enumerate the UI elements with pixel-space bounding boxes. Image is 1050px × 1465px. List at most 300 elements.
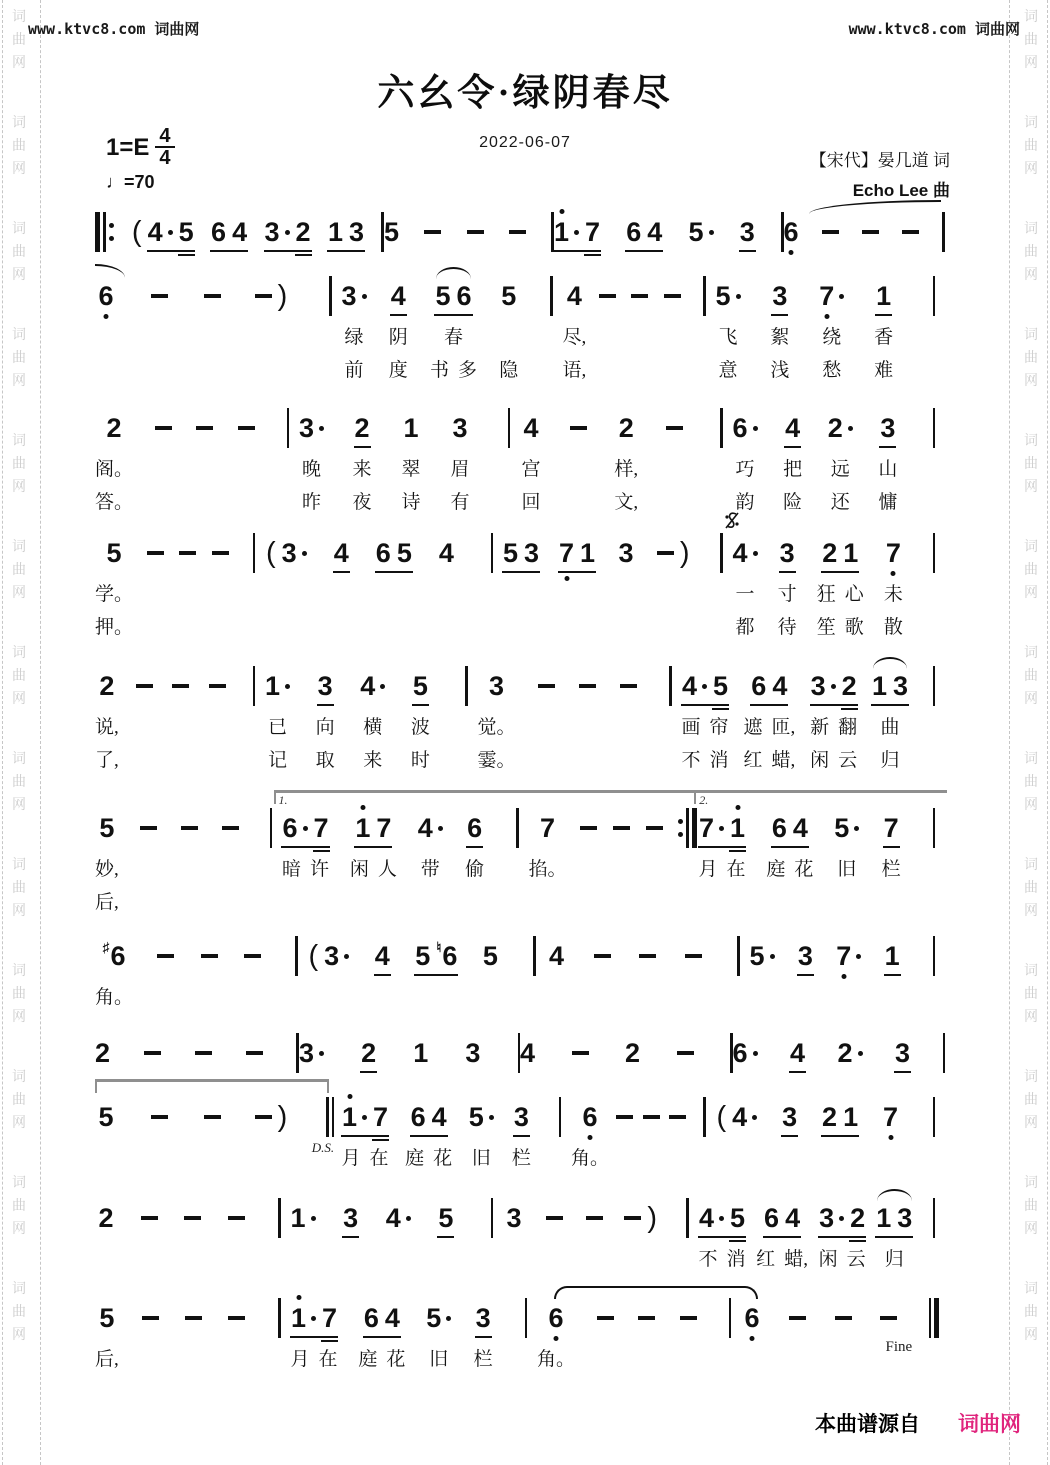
- note: [811, 671, 836, 701]
- note-digit: 2: [354, 413, 370, 443]
- score-unit: [95, 1295, 119, 1374]
- note-group: [782, 1102, 797, 1132]
- score-unit: [895, 1030, 910, 1076]
- score-unit: [657, 530, 691, 642]
- score-unit: [682, 933, 704, 1012]
- note-slot: [291, 1295, 337, 1341]
- note-slot: [204, 1094, 221, 1140]
- sustain-dash: [669, 1115, 686, 1119]
- note-digit: 6: [211, 217, 227, 247]
- note-digit: 1: [843, 538, 859, 568]
- note: [469, 1102, 494, 1132]
- watermark-char: 曲: [1024, 775, 1038, 790]
- watermark-char: 曲: [1024, 669, 1038, 684]
- repeat-dots: [109, 223, 114, 241]
- note-slot: [476, 1295, 491, 1341]
- note-slot: [785, 405, 800, 451]
- score-element: [278, 1198, 281, 1238]
- lyric-cell: [710, 576, 732, 609]
- b-barline: [491, 1195, 494, 1241]
- beam-line: [875, 1236, 913, 1239]
- note-group: [811, 671, 857, 701]
- duration-dot: [753, 551, 758, 556]
- lyric-cell: 意: [718, 360, 738, 381]
- score-unit: [195, 1030, 212, 1076]
- lyric-cell: [711, 884, 733, 917]
- lyricist-credit: 【宋代】晏几道 词: [809, 151, 950, 170]
- watermark-char: 曲: [12, 245, 26, 260]
- note: [99, 671, 114, 701]
- lyric-cell: [153, 484, 175, 517]
- b-barline: [943, 1030, 946, 1076]
- watermark-char: 曲: [1024, 563, 1038, 578]
- lyric-cell: [319, 319, 341, 352]
- lyric-cell: [140, 1341, 162, 1374]
- lyric-cell: [456, 742, 478, 775]
- lyric-cell: 了,: [95, 750, 119, 771]
- note-group: [99, 813, 114, 843]
- sustain-dash: [620, 684, 637, 688]
- note: [798, 941, 813, 971]
- lyric-cell: [282, 851, 329, 884]
- music-line: [95, 405, 945, 517]
- score-unit: [636, 1295, 658, 1374]
- octave-dot-below: [841, 974, 846, 979]
- watermark-char: 词: [12, 1070, 26, 1085]
- note-slot: [836, 933, 861, 979]
- note: [324, 941, 349, 971]
- note-slot: [599, 273, 616, 319]
- score-unit: [733, 405, 758, 517]
- lyric-cell: [614, 1140, 636, 1173]
- lyric-cell: [923, 1241, 945, 1274]
- note-slot: [699, 805, 745, 851]
- note-group: [291, 1203, 316, 1233]
- note-digit: 5: [715, 281, 731, 311]
- note-slot: [876, 273, 891, 319]
- note: [838, 1038, 863, 1068]
- score-unit: [467, 209, 484, 255]
- note: [282, 538, 307, 568]
- note-group: [102, 941, 125, 971]
- lyric-cell: [659, 742, 681, 775]
- note-group: [438, 1203, 453, 1233]
- score-unit: [361, 1030, 376, 1076]
- score-unit: [693, 273, 715, 385]
- note-group: [489, 671, 504, 701]
- octave-dot-above: [296, 1295, 301, 1300]
- note: [822, 1102, 837, 1132]
- note-slot: [570, 405, 587, 451]
- note: [716, 281, 741, 311]
- lyric-cell: 还: [830, 492, 850, 513]
- score-unit: [510, 1094, 532, 1173]
- open-paren: (: [131, 216, 142, 248]
- note: [265, 671, 290, 701]
- score-element: [703, 276, 706, 316]
- measure: [733, 405, 946, 517]
- score-element: [933, 808, 936, 848]
- note-slot: [509, 209, 526, 255]
- score-element: [669, 666, 672, 706]
- octave-dot-below: [104, 314, 109, 319]
- lyric-cell: 有: [450, 492, 470, 513]
- score-unit: [498, 273, 520, 385]
- lyric-cell: [629, 352, 651, 385]
- note: [438, 1203, 453, 1233]
- b-barline: [287, 405, 290, 451]
- beam-line: [290, 1336, 338, 1339]
- sustain-dash: [572, 1051, 589, 1055]
- note-slot: [933, 933, 936, 979]
- sustain-dash: [657, 551, 674, 555]
- note-digit: 1: [291, 1303, 306, 1333]
- note-slot: [729, 1295, 732, 1341]
- note-slot: [140, 805, 157, 851]
- note-group: [554, 217, 600, 247]
- beam-line: [818, 1236, 866, 1239]
- b-barline: [516, 805, 519, 851]
- note-digit: 6: [282, 813, 298, 843]
- watermark-char: 词: [12, 1176, 26, 1191]
- note: [880, 413, 895, 443]
- watermark-char: 词: [1024, 964, 1038, 979]
- note-slot: [828, 405, 853, 451]
- note-group: [435, 281, 471, 311]
- lyric-chars: [350, 854, 397, 881]
- lyric-cell: [640, 1140, 662, 1173]
- score-unit: [503, 1195, 525, 1274]
- note-slot: [772, 805, 808, 851]
- b-barline: [278, 1295, 281, 1341]
- watermark-char: 曲: [1024, 245, 1038, 260]
- note-group: [834, 813, 859, 843]
- note-slot: [798, 933, 813, 979]
- lyric-cell: 归: [884, 1249, 904, 1270]
- lyric-cell: 文,: [614, 492, 639, 513]
- lyric-cell: [260, 352, 282, 385]
- note-slot: [98, 1195, 113, 1241]
- note-digit: 2: [822, 538, 838, 568]
- watermark-char: 网: [12, 1222, 26, 1237]
- lyric-cell: 语,: [562, 360, 587, 381]
- duration-dot: [362, 1115, 367, 1120]
- lyric-cell: [610, 851, 632, 884]
- score-unit: [640, 1094, 662, 1173]
- note-digit: 6: [582, 1102, 597, 1132]
- note-slot: [733, 1030, 758, 1076]
- accidental: ♯: [102, 939, 110, 955]
- note: [386, 1203, 411, 1233]
- score-element: [326, 1097, 329, 1137]
- note-digit: 5: [396, 538, 412, 568]
- b-barline: [729, 1295, 732, 1341]
- note-slot: [483, 933, 498, 979]
- watermark-char: 词: [1024, 752, 1038, 767]
- watermark-char: 词: [12, 1282, 26, 1297]
- score-unit: [710, 530, 732, 642]
- lyric-cell: [260, 1140, 282, 1173]
- note-digit: 4: [232, 217, 248, 247]
- score-unit: [148, 1094, 170, 1173]
- watermark-char: 网: [12, 268, 26, 283]
- note-slot: [933, 663, 936, 709]
- duration-dot: [302, 551, 307, 556]
- watermark-char: 词: [1024, 222, 1038, 237]
- note-slot: [506, 1195, 521, 1241]
- note: [828, 413, 853, 443]
- note-group: [790, 1038, 805, 1068]
- watermark-char: 词: [1024, 540, 1038, 555]
- measure: [265, 530, 503, 642]
- lyric-char: 画: [681, 717, 701, 738]
- watermark-char: 网: [1024, 692, 1038, 707]
- note: [883, 1102, 898, 1132]
- note-group: [360, 671, 385, 701]
- note: [376, 538, 391, 568]
- note: [750, 941, 775, 971]
- key-label: 1=E: [106, 133, 150, 161]
- b-barline: [525, 1295, 528, 1341]
- lyric-chars: [699, 854, 746, 881]
- note-slot: [386, 1195, 411, 1241]
- score-unit: [882, 530, 904, 642]
- sustain-dash: [228, 1216, 245, 1220]
- score-unit: [387, 273, 409, 385]
- note-digit: 2: [295, 217, 311, 247]
- note-digit: 5: [99, 1303, 115, 1333]
- note-group: [439, 538, 454, 568]
- lyric-cell: [317, 979, 339, 1012]
- score-unit: [415, 933, 457, 1012]
- lyric-cell: [210, 609, 232, 642]
- lyric-char: 遮: [743, 717, 763, 738]
- watermark-char: 网: [1024, 1010, 1038, 1025]
- note-slot: [334, 530, 349, 576]
- note-digit: 7: [886, 538, 901, 568]
- note-group: [784, 217, 799, 247]
- lyric-cell: [481, 1241, 503, 1274]
- lyric-cell: 诗: [401, 492, 421, 513]
- octave-dot-above: [559, 209, 564, 214]
- sustain-dash: [185, 1316, 202, 1320]
- note: [342, 1102, 367, 1132]
- note: [626, 217, 641, 247]
- lyric-char: 花: [794, 859, 814, 880]
- lyric-cell: [95, 1241, 117, 1274]
- score-unit: [626, 209, 662, 255]
- note: [426, 1303, 451, 1333]
- note-digit: 7: [559, 538, 574, 568]
- note-group: [364, 1303, 400, 1333]
- measure: [478, 663, 682, 775]
- watermark-char: 曲: [12, 881, 26, 896]
- note-slot: [435, 273, 471, 319]
- score-unit: [597, 273, 619, 385]
- duration-dot: [848, 426, 853, 431]
- lyric-cell: 带: [420, 859, 440, 880]
- score-unit: [880, 805, 902, 917]
- note-slot: [299, 1030, 324, 1076]
- lyric-cell: [659, 709, 681, 742]
- note-digit: 5: [178, 217, 194, 247]
- sustain-dash: [643, 1115, 660, 1119]
- note-digit: 7: [322, 1303, 338, 1333]
- note-slot: [685, 933, 702, 979]
- note-digit: 4: [147, 217, 163, 247]
- note-digit: 1: [554, 217, 569, 247]
- lyric-cell: 答。: [95, 492, 134, 513]
- lyric-cell: [235, 451, 257, 484]
- score-unit: [682, 663, 729, 775]
- note-group: [699, 1203, 745, 1233]
- note-group: [876, 281, 891, 311]
- watermark-char: 词: [1024, 434, 1038, 449]
- note: [733, 413, 758, 443]
- octave-dot-below: [888, 1135, 893, 1140]
- score-unit: [449, 405, 471, 517]
- note-group: [386, 1203, 411, 1233]
- score-unit: [817, 530, 864, 642]
- score-unit: [614, 1094, 636, 1173]
- note-slot: [737, 933, 740, 979]
- note: [413, 671, 428, 701]
- lyric-cell: [794, 979, 816, 1012]
- lyric-cell: [330, 576, 352, 609]
- lyric-cell: 归: [880, 750, 900, 771]
- lyric-cell: [643, 884, 665, 917]
- lyric-cell: [219, 851, 241, 884]
- note-digit: 1: [290, 1203, 306, 1233]
- lyric-cell: [661, 352, 683, 385]
- note-group: [334, 538, 349, 568]
- score-unit: [498, 405, 520, 517]
- lyric-cell: [566, 576, 588, 609]
- note: [740, 217, 755, 247]
- beam-line: [763, 1236, 801, 1239]
- score-unit: [144, 1030, 161, 1076]
- octave-dot-below: [824, 314, 829, 319]
- note: [819, 281, 844, 311]
- score-unit: [328, 209, 364, 255]
- watermark-char: 网: [12, 1010, 26, 1025]
- note-slot: [703, 1094, 706, 1140]
- score-unit: [405, 1094, 452, 1173]
- note: [291, 1303, 316, 1333]
- note-slot: [929, 1295, 940, 1341]
- lyric-cell: [567, 484, 589, 517]
- b-barline: [533, 933, 536, 979]
- lyric-cell: [206, 742, 228, 775]
- lyric-cell: 回: [521, 492, 541, 513]
- lyric-cell: [693, 1140, 715, 1173]
- score-element: [109, 223, 114, 228]
- lyric-cell: 远: [830, 459, 850, 480]
- music-line: [95, 663, 945, 775]
- score-unit: [153, 405, 175, 517]
- duration-dot: [770, 954, 775, 959]
- note: [334, 538, 349, 568]
- score-unit: [178, 805, 200, 917]
- sustain-dash: [155, 426, 172, 430]
- score-unit: [819, 1195, 866, 1274]
- sustain-dash: [172, 684, 189, 688]
- lyric-cell: 栏: [473, 1349, 493, 1370]
- volta-bracket: [694, 790, 947, 807]
- score-unit: [572, 1030, 589, 1076]
- note-group: [469, 1102, 494, 1132]
- note-digit: 3: [465, 1038, 481, 1068]
- lyric-cell: [537, 884, 559, 917]
- lyric-char: 红: [743, 750, 763, 771]
- note: [384, 217, 399, 247]
- b-barline: [933, 933, 936, 979]
- re-barline: [678, 805, 697, 851]
- lyric-cell: [194, 451, 216, 484]
- sustain-dash: [835, 1316, 852, 1320]
- b-barline: [559, 1094, 562, 1140]
- note-digit: 6: [732, 413, 748, 443]
- note-slot: [503, 530, 539, 576]
- measure: [733, 530, 946, 642]
- note-slot: [540, 805, 555, 851]
- note-group: [418, 813, 443, 843]
- note-slot: [933, 1094, 936, 1140]
- note-digit: 5: [415, 941, 431, 971]
- lyric-cell: [182, 1241, 204, 1274]
- sustain-dash: [184, 1216, 201, 1220]
- note-slot: [308, 933, 350, 979]
- score-unit: [624, 1195, 658, 1274]
- note-digit: 1: [265, 671, 281, 701]
- sustain-dash: [680, 1316, 697, 1320]
- sustain-dash: [204, 294, 221, 298]
- note-digit: 5: [834, 813, 850, 843]
- note-slot: [594, 933, 611, 979]
- b-barline: [550, 273, 553, 319]
- lyric-char: 新: [810, 717, 830, 738]
- note: [876, 281, 891, 311]
- score-unit: [95, 663, 119, 775]
- measure: [529, 805, 699, 917]
- lyric-cell: [682, 709, 729, 742]
- note: [397, 538, 412, 568]
- note-group: [785, 413, 800, 443]
- note-slot: [355, 405, 370, 451]
- note-slot: [98, 1094, 113, 1140]
- watermark-char: 词: [12, 10, 26, 25]
- score-unit: [413, 1030, 428, 1076]
- note-group: [828, 413, 853, 443]
- music-line: [95, 1295, 945, 1374]
- note: [435, 281, 450, 311]
- lyric-char: 在: [318, 1349, 338, 1370]
- lyric-char: 闲: [349, 859, 369, 880]
- lyric-cell: [133, 709, 155, 742]
- note-slot: [376, 530, 412, 576]
- score-unit: [750, 933, 775, 1012]
- note-group: [822, 538, 858, 568]
- score-unit: [435, 530, 457, 642]
- footer-brand-link[interactable]: 词曲网: [958, 1413, 1021, 1436]
- watermark-char: 曲: [1024, 1093, 1038, 1108]
- score-unit: [629, 273, 651, 385]
- score-unit: [95, 1094, 117, 1173]
- note-group: [211, 217, 247, 247]
- lyric-cell: [576, 709, 598, 742]
- measure: [784, 209, 946, 255]
- sustain-dash: [467, 230, 484, 234]
